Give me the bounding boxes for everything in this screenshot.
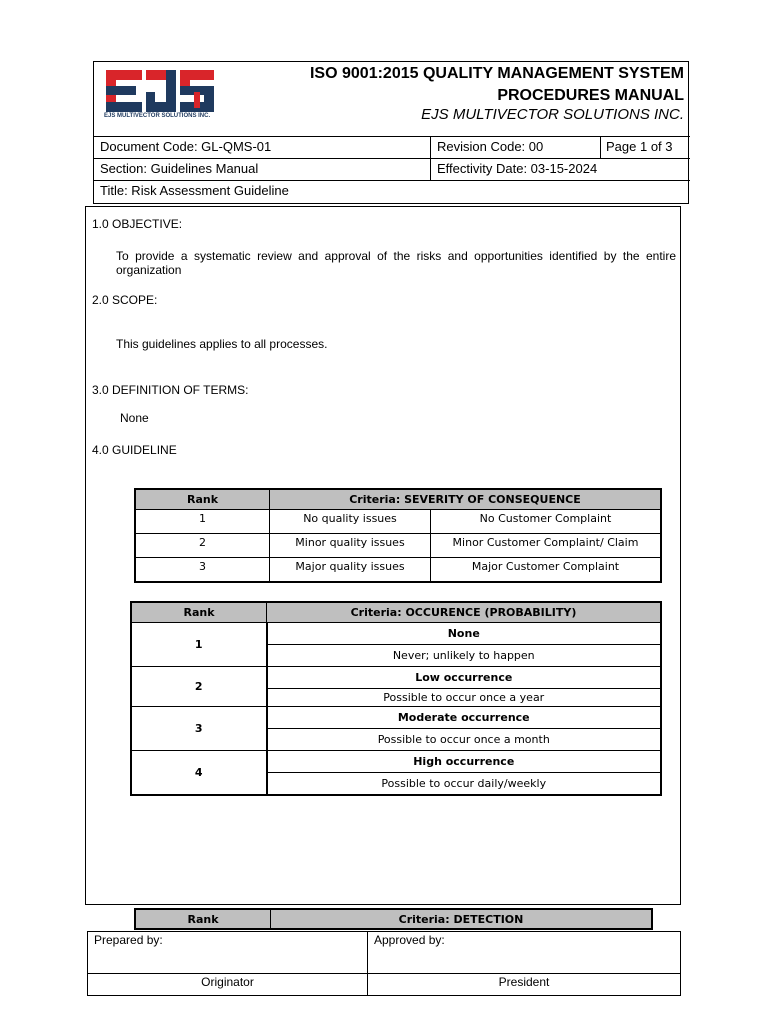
section-name: Section: Guidelines Manual bbox=[100, 161, 259, 176]
originator-role: Originator bbox=[201, 975, 254, 989]
detection-col-criteria: Criteria: DETECTION bbox=[271, 909, 653, 929]
table-row bbox=[135, 510, 661, 534]
severity-rank: 2 bbox=[135, 534, 270, 558]
prepared-by-label: Prepared by: bbox=[94, 933, 163, 947]
occurrence-rank: 1 bbox=[131, 623, 267, 667]
table-row bbox=[135, 534, 661, 558]
page-number: Page 1 of 3 bbox=[606, 139, 673, 154]
manual-title-line1: ISO 9001:2015 QUALITY MANAGEMENT SYSTEM bbox=[309, 65, 684, 82]
effectivity-date: Effectivity Date: 03-15-2024 bbox=[437, 161, 598, 176]
occurrence-level: Moderate occurrence bbox=[267, 707, 662, 729]
scope-text: This guidelines applies to all processes. bbox=[116, 337, 328, 351]
occurrence-table bbox=[130, 601, 662, 796]
manual-title bbox=[254, 62, 684, 107]
occurrence-description: Possible to occur daily/weekly bbox=[267, 773, 662, 796]
occurrence-rank: 2 bbox=[131, 667, 267, 707]
occurrence-level: High occurrence bbox=[267, 751, 662, 773]
severity-customer: No Customer Complaint bbox=[431, 510, 662, 534]
occurrence-description: Never; unlikely to happen bbox=[267, 645, 662, 667]
table-row bbox=[135, 558, 661, 582]
detection-table bbox=[134, 908, 653, 930]
objective-heading: 1.0 OBJECTIVE: bbox=[92, 217, 183, 231]
severity-quality: No quality issues bbox=[270, 510, 431, 534]
occurrence-description: Possible to occur once a year bbox=[267, 689, 662, 707]
company-name: EJS MULTIVECTOR SOLUTIONS INC. bbox=[421, 106, 684, 123]
occurrence-level: Low occurrence bbox=[267, 667, 662, 689]
logo-caption: EJS MULTIVECTOR SOLUTIONS INC. bbox=[104, 113, 211, 119]
ejs-logo-icon bbox=[94, 62, 254, 136]
table-row bbox=[131, 623, 661, 645]
manual-title-line2: PROCEDURES MANUAL bbox=[497, 87, 684, 104]
president-role: President bbox=[498, 975, 550, 989]
severity-table bbox=[134, 488, 662, 583]
severity-rank: 1 bbox=[135, 510, 270, 534]
occurrence-rank: 4 bbox=[131, 751, 267, 796]
document-title: Title: Risk Assessment Guideline bbox=[100, 183, 289, 198]
occurrence-col-rank: Rank bbox=[131, 602, 267, 623]
table-row bbox=[131, 751, 661, 773]
severity-customer: Major Customer Complaint bbox=[431, 558, 662, 582]
severity-col-criteria: Criteria: SEVERITY OF CONSEQUENCE bbox=[270, 489, 662, 510]
severity-quality: Minor quality issues bbox=[270, 534, 431, 558]
revision-code: Revision Code: 00 bbox=[437, 139, 544, 154]
severity-quality: Major quality issues bbox=[270, 558, 431, 582]
occurrence-col-criteria: Criteria: OCCURENCE (PROBABILITY) bbox=[267, 602, 662, 623]
document-header bbox=[93, 61, 689, 204]
table-row bbox=[131, 707, 661, 729]
document-code: Document Code: GL-QMS-01 bbox=[100, 139, 272, 154]
table-row bbox=[131, 667, 661, 689]
detection-col-rank: Rank bbox=[135, 909, 271, 929]
signature-box bbox=[87, 931, 681, 996]
terms-text: None bbox=[120, 411, 149, 425]
severity-rank: 3 bbox=[135, 558, 270, 582]
occurrence-rank: 3 bbox=[131, 707, 267, 751]
terms-heading: 3.0 DEFINITION OF TERMS: bbox=[92, 383, 249, 397]
guideline-heading: 4.0 GUIDELINE bbox=[92, 443, 177, 457]
scope-heading: 2.0 SCOPE: bbox=[92, 293, 158, 307]
severity-customer: Minor Customer Complaint/ Claim bbox=[431, 534, 662, 558]
company-logo bbox=[94, 62, 254, 136]
severity-col-rank: Rank bbox=[135, 489, 270, 510]
occurrence-description: Possible to occur once a month bbox=[267, 729, 662, 751]
objective-text: To provide a systematic review and approval of the risks and opportunities identified by the entire organization bbox=[116, 249, 676, 277]
occurrence-level: None bbox=[267, 623, 662, 645]
approved-by-label: Approved by: bbox=[374, 933, 445, 947]
